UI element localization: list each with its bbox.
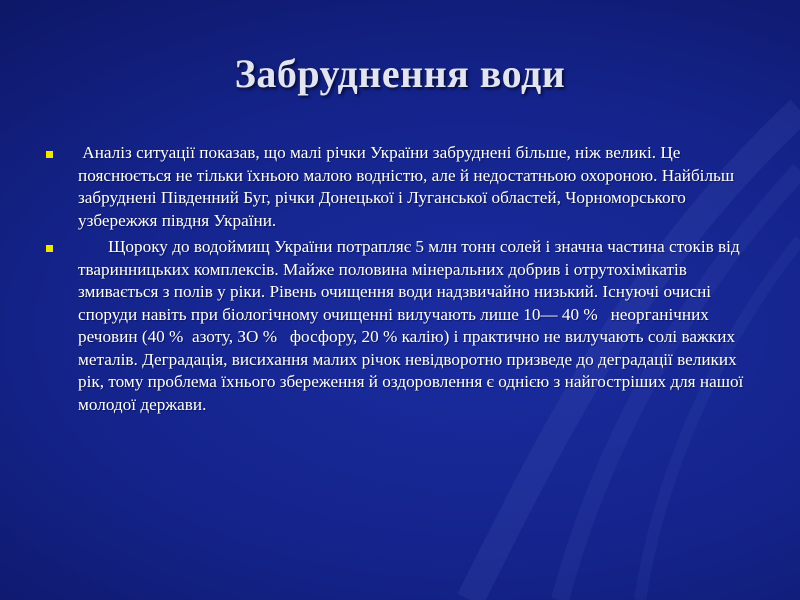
bullet-text: Аналіз ситуації показав, що малі річки України забруднені більше, ніж великі. Це пояснюється не тільки їхньою малою водністю, але й недостатньою охороною. Найбільш забруднені Південний Буг, річки Донецької і Луганської областей, Чорноморського узбережжя півдня України. <box>78 143 739 230</box>
square-bullet-icon <box>46 245 53 252</box>
bullet-text: Щороку до водоймищ України потрапляє 5 млн тонн солей і значна частина стоків від тваринницьких комплексів. Майже половина мінеральних добрив і отрутохімікатів змивається з полів у ріки. Рівень очищення води надзвичайно низький. Існуючі очисні споруди навіть при біологічному очищенні вилучають лише 10— 40 % неорганічних речовин (40 % азоту, ЗО % фосфору, 20 % калію) і практично не вилучають солі важких металів. Деградація, висихання малих річок невідворотно призведе до деградації великих рік, тому проблема їхнього збереження й оздоровлення є однією з найгостріших для нашої молодої держави. <box>78 237 748 414</box>
bullet-item <box>40 236 760 416</box>
square-bullet-icon <box>46 151 53 158</box>
slide-title: Забруднення води <box>234 51 566 96</box>
bullet-list <box>40 142 760 420</box>
bullet-item <box>40 142 760 232</box>
